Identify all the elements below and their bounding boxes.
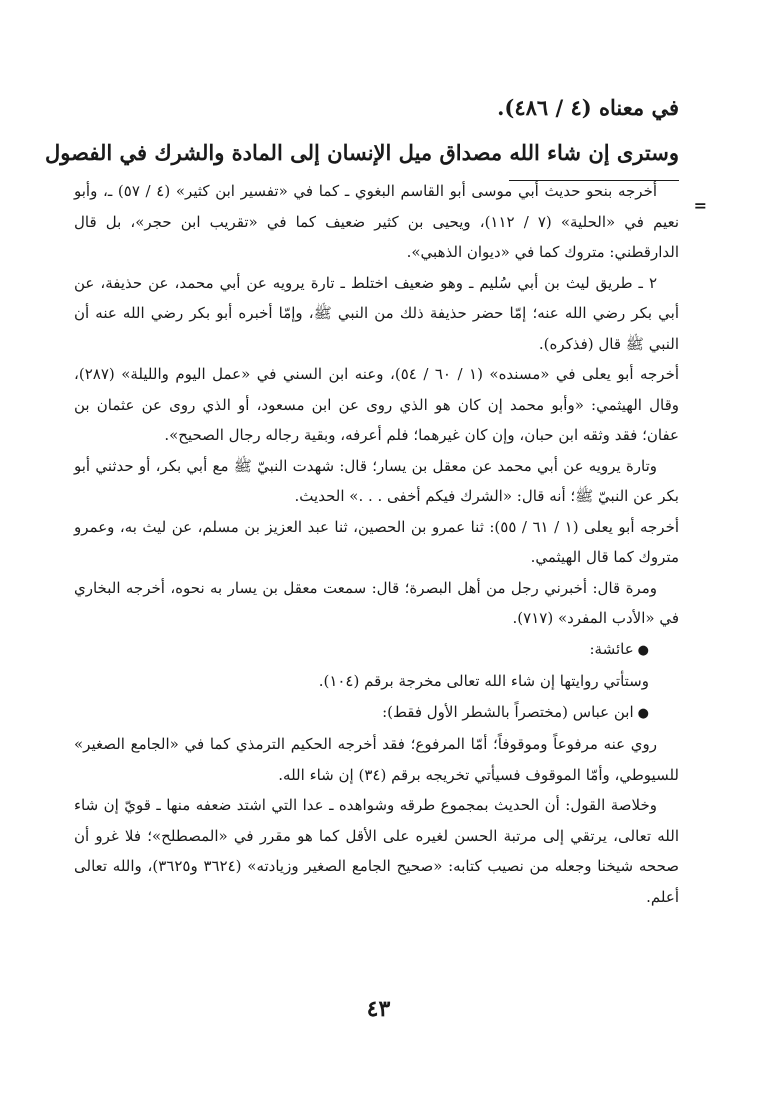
footnote-paragraph-3: أخرجه أبو يعلى في «مسنده» (١ / ٦٠ / ٥٤)، وعنه ابن السني في «عمل اليوم والليلة» (٢٨٧)، وقال الهيثمي: «وأبو محمد إن كان هو الذي روى عن ابن مسعود، أو الذي روى عن عثمان بن عفان؛ فقد وثقه ابن حبان، وإن كان غيرهما؛ فلم أعرفه، وبقية رجاله رجال الصحيح». (74, 365, 680, 444)
conclusion-paragraph: وخلاصة القول: أن الحديث بمجموع طرقه وشواهده ـ عدا التي اشتد ضعفه منها ـ قويّ إن شاء الله تعالى، يرتقي إلى مرتبة الحسن لغيره على الأقل كما هو مقرر في «المصطلح»؛ فلا غرو أن صححه شيخنا وجعله من نصيب كتابه: «صحيح الجامع الصغير وزيادته» (٣٦٢٤ و٣٦٢٥)، والله تعالى أعلم. (74, 796, 679, 906)
aisha-heading (74, 634, 679, 667)
continuation-mark: = (693, 196, 707, 215)
bullet-icon: ● (637, 642, 649, 658)
ibn-abbas-heading (74, 697, 679, 730)
aisha-heading-text: عائشة: (589, 639, 634, 658)
main-text-line-1: في معناه (٤ / ٤٨٦). (497, 95, 679, 120)
footnote-paragraph-6: ومرة قال: أخبرني رجل من أهل البصرة؛ قال: سمعت معقل بن يسار به نحوه، أخرجه البخاري في «الأدب المفرد» (٧١٧). (74, 578, 679, 627)
footnote-paragraph-5: أخرجه أبو يعلى (١ / ٦١ / ٥٥): ثنا عمرو بن الحصين، ثنا عبد العزيز بن مسلم، عن ليث به، وعمرو متروك كما قال الهيثمي. (74, 517, 680, 566)
ibn-abbas-text: روي عنه مرفوعاً وموقوفاً؛ أمّا المرفوع؛ فقد أخرجه الحكيم الترمذي كما في «الجامع الصغير» للسيوطي، وأمّا الموقوف فسيأتي تخريجه برقم (٣٤) إن شاء الله. (74, 735, 679, 784)
bullet-icon: ● (637, 705, 649, 721)
footnotes (74, 176, 679, 912)
aisha-text: وستأتي روايتها إن شاء الله تعالى مخرجة برقم (١٠٤). (318, 672, 649, 690)
ibn-abbas-heading-text: ابن عباس (مختصراً بالشطر الأول فقط): (382, 702, 634, 721)
main-text-line-2: وسترى إن شاء الله مصداق ميل الإنسان إلى المادة والشرك في الفصول (45, 140, 679, 165)
footnote-paragraph-1: أخرجه بنحو حديث أبي موسى أبو القاسم البغوي ـ كما في «تفسير ابن كثير» (٤ / ٥٧) ـ، وأبو نعيم في «الحلية» (٧ / ١١٢)، ويحيى بن كثير ضعيف كما في «تقريب ابن حجر»، بل قال الدارقطني: متروك كما في «ديوان الذهبي». (74, 182, 679, 261)
footnote-paragraph-4: وتارة يرويه عن أبي محمد عن معقل بن يسار؛ قال: شهدت النبيّ ﷺ مع أبي بكر، أو حدثني أبو بكر عن النبيّ ﷺ؛ أنه قال: «الشرك فيكم أخفى . . .» الحديث. (74, 456, 679, 505)
page-number: ٤٣ (366, 996, 391, 1022)
footnote-paragraph-2: ٢ ـ طريق ليث بن أبي سُليم ـ وهو ضعيف اختلط ـ تارة يرويه عن أبي محمد، عن حذيفة، عن أبي بكر رضي الله عنه؛ إمّا حضر حذيفة ذلك من النبي ﷺ، وإمّا أخبره أبو بكر رضي الله عنه أن النبي ﷺ قال (فذكره). (74, 273, 679, 353)
